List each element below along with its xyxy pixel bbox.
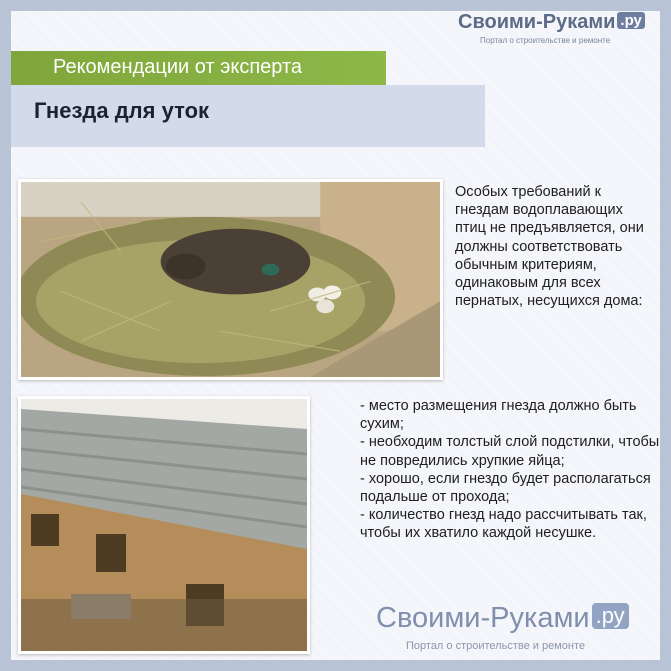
site-logo-top[interactable]: [458, 11, 658, 51]
list-item: - место размещения гнезда должно быть сухим;: [360, 398, 637, 433]
duck-nest-photo: [18, 179, 443, 380]
list-item: - количество гнезд надо рассчитывать так, чтобы их хватило каждой несушке.: [360, 507, 647, 542]
logo-brand: Своими-Руками: [458, 11, 616, 33]
section-banner: [11, 51, 386, 85]
intro-paragraph: Особых требований к гнездам водоплавающих птиц не предъявляется, они должны соответствовать обычным критериям, одинаковым для всех пернатых, несущихся дома:: [455, 184, 644, 310]
list-item: - необходим толстый слой подстилки, чтобы не повредились хрупкие яйца;: [360, 434, 660, 469]
page-title: Гнезда для уток: [34, 98, 210, 123]
title-banner: [11, 85, 485, 147]
logo-suffix: .ру: [617, 12, 644, 29]
nest-boxes-photo: [18, 396, 310, 654]
site-logo-bottom[interactable]: [376, 602, 661, 662]
section-label: Рекомендации от эксперта: [53, 56, 303, 78]
list-item: - хорошо, если гнездо будет располагаться подальше от прохода;: [360, 470, 651, 506]
logo-tagline: Портал о строительстве и ремонте: [480, 36, 611, 45]
logo-brand: Своими-Руками: [376, 602, 590, 634]
nest-boxes-illustration: [21, 399, 307, 651]
requirements-list: [360, 397, 660, 543]
logo-suffix: .ру: [592, 603, 629, 629]
duck-nest-illustration: [21, 182, 440, 377]
logo-tagline: Портал о строительстве и ремонте: [406, 640, 585, 652]
